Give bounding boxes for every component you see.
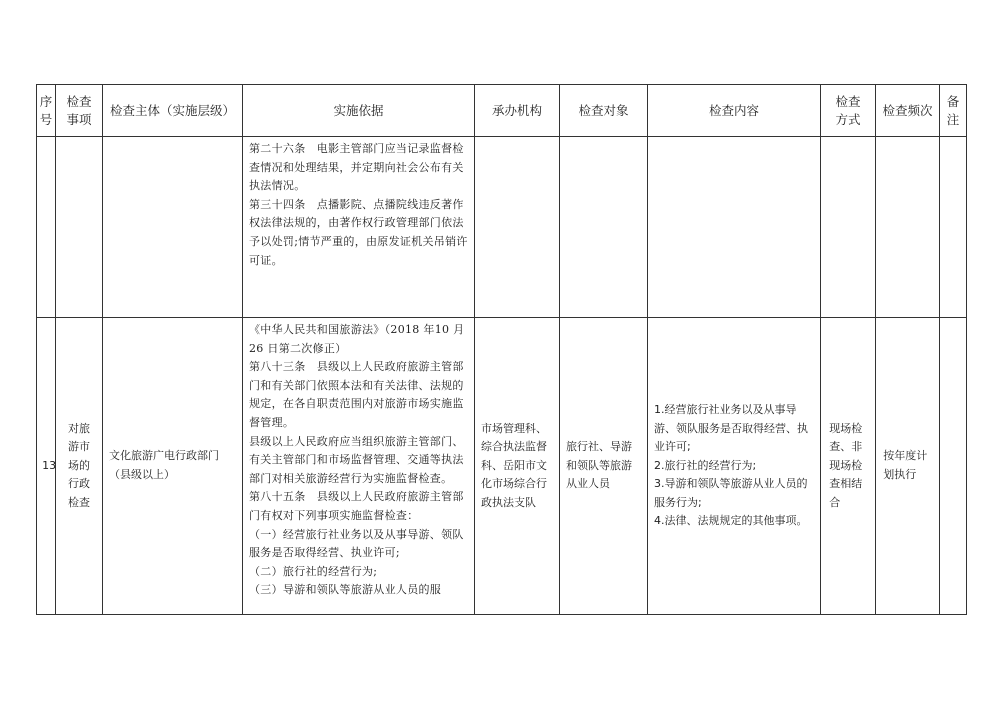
cell-subject (103, 137, 243, 318)
header-subject: 检查主体（实施层级） (103, 85, 243, 137)
table-row (37, 137, 967, 318)
basis-line: （三）导游和领队等旅游从业人员的服 (249, 583, 442, 597)
header-item: 检查事项 (56, 85, 103, 137)
header-remark: 备注 (940, 85, 967, 137)
basis-line: 第二十六条 电影主管部门应当记录监督检查情况和处理结果，并定期向社会公布有关执法情况。 (249, 142, 464, 193)
inspection-table (36, 84, 967, 615)
cell-basis (243, 318, 475, 615)
cell-method (821, 137, 876, 318)
header-content: 检查内容 (648, 85, 821, 137)
content-line: 1.经营旅行社业务以及从事导游、领队服务是否取得经营、执业许可; (654, 402, 808, 454)
cell-remark (940, 318, 967, 615)
cell-target: 旅行社、导游和领队等旅游从业人员 (560, 318, 648, 615)
header-no: 序号 (37, 85, 56, 137)
basis-line: 第三十四条 点播影院、点播院线违反著作权法律法规的，由著作权行政管理部门依法予以处罚;情节严重的，由原发证机关吊销许可证。 (249, 197, 468, 267)
content-line: 4.法律、法规规定的其他事项。 (654, 514, 808, 528)
cell-item (56, 137, 103, 318)
header-target: 检查对象 (560, 85, 648, 137)
cell-frequency (876, 137, 940, 318)
cell-org (475, 137, 560, 318)
cell-no (37, 137, 56, 318)
cell-target (560, 137, 648, 318)
basis-line: 县级以上人民政府应当组织旅游主管部门、有关主管部门和市场监督管理、交通等执法部门对相关旅游经营行为实施监督检查。 (249, 434, 464, 485)
content-line: 2.旅行社的经营行为; (654, 458, 757, 472)
cell-content (648, 318, 821, 615)
cell-content (648, 137, 821, 318)
basis-line: （一）经营旅行社业务以及从事导游、领队服务是否取得经营、执业许可; (249, 527, 464, 560)
cell-basis (243, 137, 475, 318)
header-row (37, 85, 967, 137)
cell-subject: 文化旅游广电行政部门（县级以上） (103, 318, 243, 615)
header-org: 承办机构 (475, 85, 560, 137)
header-basis: 实施依据 (243, 85, 475, 137)
basis-line: 第八十五条 县级以上人民政府旅游主管部门有权对下列事项实施监督检查： (249, 490, 464, 522)
cell-org: 市场管理科、综合执法监督科、岳阳市文化市场综合行政执法支队 (475, 318, 560, 615)
cell-frequency: 按年度计划执行 (876, 318, 940, 615)
table-row (37, 318, 967, 615)
cell-method: 现场检查、非现场检查相结合 (821, 318, 876, 615)
cell-remark (940, 137, 967, 318)
content-line: 3.导游和领队等旅游从业人员的服务行为; (654, 477, 808, 509)
header-method: 检查方式 (821, 85, 876, 137)
basis-line: 第八十三条 县级以上人民政府旅游主管部门和有关部门依照本法和有关法律、法规的规定，在各自职责范围内对旅游市场实施监督管理。 (249, 360, 464, 429)
cell-item: 对旅游市场的行政检查 (56, 318, 103, 615)
header-frequency: 检查频次 (876, 85, 940, 137)
cell-no: 13 (37, 318, 56, 615)
basis-line: （二）旅行社的经营行为; (249, 564, 378, 578)
basis-line: 《中华人民共和国旅游法》（2018 年10 月26 日第二次修正） (249, 323, 465, 355)
